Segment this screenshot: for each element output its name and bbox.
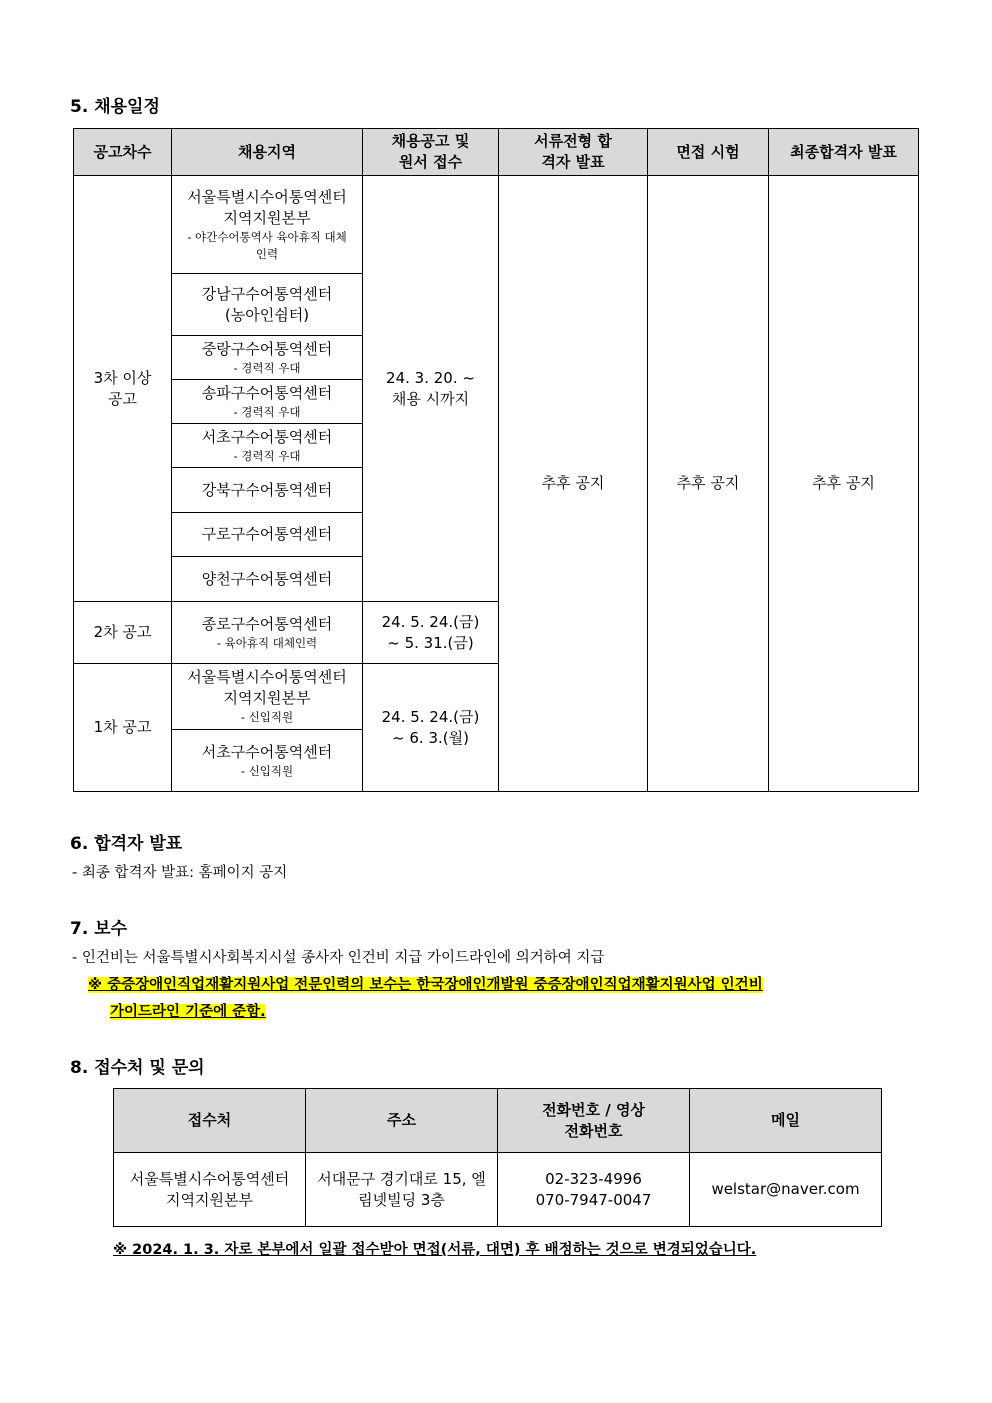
section-6-line: - 최종 합격자 발표: 홈페이지 공지 <box>72 865 288 881</box>
contact-table <box>113 1088 882 1227</box>
salary-note-line-2: 가이드라인 기준에 준함. <box>110 1004 266 1020</box>
region-name: 서초구수어통역센터 <box>201 427 333 446</box>
region-note: - 야간수어통역사 육아휴직 대체인력 <box>187 229 347 261</box>
region-cell <box>172 468 363 513</box>
region-note: - 경력직 우대 <box>233 448 301 463</box>
region-cell <box>172 274 363 336</box>
header-final-result: 최종합격자 발표 <box>769 129 919 176</box>
header-address: 주소 <box>306 1089 498 1153</box>
section-6-heading: 6. 합격자 발표 <box>70 834 183 854</box>
final-result-value: 추후 공지 <box>769 176 919 792</box>
region-cell <box>172 730 363 792</box>
region-name: 서울특별시수어통역센터 지역지원본부 <box>187 187 347 227</box>
region-name: 중랑구수어통역센터 <box>201 339 333 358</box>
mail-value: welstar@naver.com <box>690 1153 882 1227</box>
region-name: 강남구수어통역센터 (농아인쉼터) <box>201 284 333 324</box>
header-round: 공고차수 <box>74 129 172 176</box>
interview-value: 추후 공지 <box>648 176 769 792</box>
schedule-table <box>73 128 919 792</box>
region-note: - 경력직 우대 <box>233 360 301 375</box>
reception-note: ※ 2024. 1. 3. 자로 본부에서 일괄 접수받아 면접(서류, 대면) 후 배정하는 것으로 변경되었습니다. <box>113 1242 757 1258</box>
header-phone: 전화번호 / 영상전화번호 <box>498 1089 690 1153</box>
section-5-heading: 5. 채용일정 <box>70 97 160 117</box>
round2-label: 2차 공고 <box>74 602 172 664</box>
region-note: - 신입직원 <box>240 710 294 724</box>
round1-label: 1차 공고 <box>74 664 172 792</box>
header-interview: 면접 시험 <box>648 129 769 176</box>
region-note: - 경력직 우대 <box>233 404 301 419</box>
salary-note <box>88 972 888 1026</box>
section-7-line: - 인건비는 서울특별시사회복지시설 종사자 인건비 지급 가이드라인에 의거하여 지급 <box>72 950 605 966</box>
region-name: 구로구수어통역센터 <box>201 525 333 543</box>
region-cell <box>172 336 363 380</box>
region-note: - 육아휴직 대체인력 <box>216 635 318 650</box>
phone-number: 02-323-4996 <box>545 1169 642 1188</box>
place-value: 서울특별시수어통역센터 지역지원본부 <box>114 1153 306 1227</box>
region-name: 서울특별시수어통역센터 지역지원본부 <box>187 668 347 707</box>
region-name: 송파구수어통역센터 <box>201 383 333 402</box>
document-result-value: 추후 공지 <box>499 176 648 792</box>
region-name: 양천구수어통역센터 <box>201 569 333 588</box>
header-mail: 메일 <box>690 1089 882 1153</box>
video-phone-number: 070-7947-0047 <box>535 1190 652 1209</box>
region-name: 강북구수어통역센터 <box>201 480 333 499</box>
region-cell <box>172 380 363 424</box>
region-name: 종로구수어통역센터 <box>201 614 333 633</box>
header-place: 접수처 <box>114 1089 306 1153</box>
round3-label: 3차 이상 공고 <box>74 176 172 602</box>
round1-period: 24. 5. 24.(금) ~ 6. 3.(월) <box>363 664 499 792</box>
salary-note-line-1: ※ 중증장애인직업재활지원사업 전문인력의 보수는 한국장애인개발원 중증장애인직업재활지원사업 인건비 <box>88 977 763 993</box>
phone-value <box>498 1153 690 1227</box>
region-cell <box>172 557 363 602</box>
region-cell <box>172 176 363 274</box>
section-8-heading: 8. 접수처 및 문의 <box>70 1058 205 1078</box>
region-note: - 신입직원 <box>240 763 294 778</box>
region-name: 서초구수어통역센터 <box>201 742 333 761</box>
address-value: 서대문구 경기대로 15, 엘림넷빌딩 3층 <box>306 1153 498 1227</box>
round2-period: 24. 5. 24.(금) ~ 5. 31.(금) <box>363 602 499 664</box>
region-cell <box>172 664 363 730</box>
header-region: 채용지역 <box>172 129 363 176</box>
round3-period: 24. 3. 20. ~ 채용 시까지 <box>363 176 499 602</box>
header-document-result: 서류전형 합격자 발표 <box>499 129 648 176</box>
region-cell <box>172 602 363 664</box>
header-application: 채용공고 및 원서 접수 <box>363 129 499 176</box>
region-cell <box>172 513 363 557</box>
region-cell <box>172 424 363 468</box>
section-7-heading: 7. 보수 <box>70 919 128 939</box>
